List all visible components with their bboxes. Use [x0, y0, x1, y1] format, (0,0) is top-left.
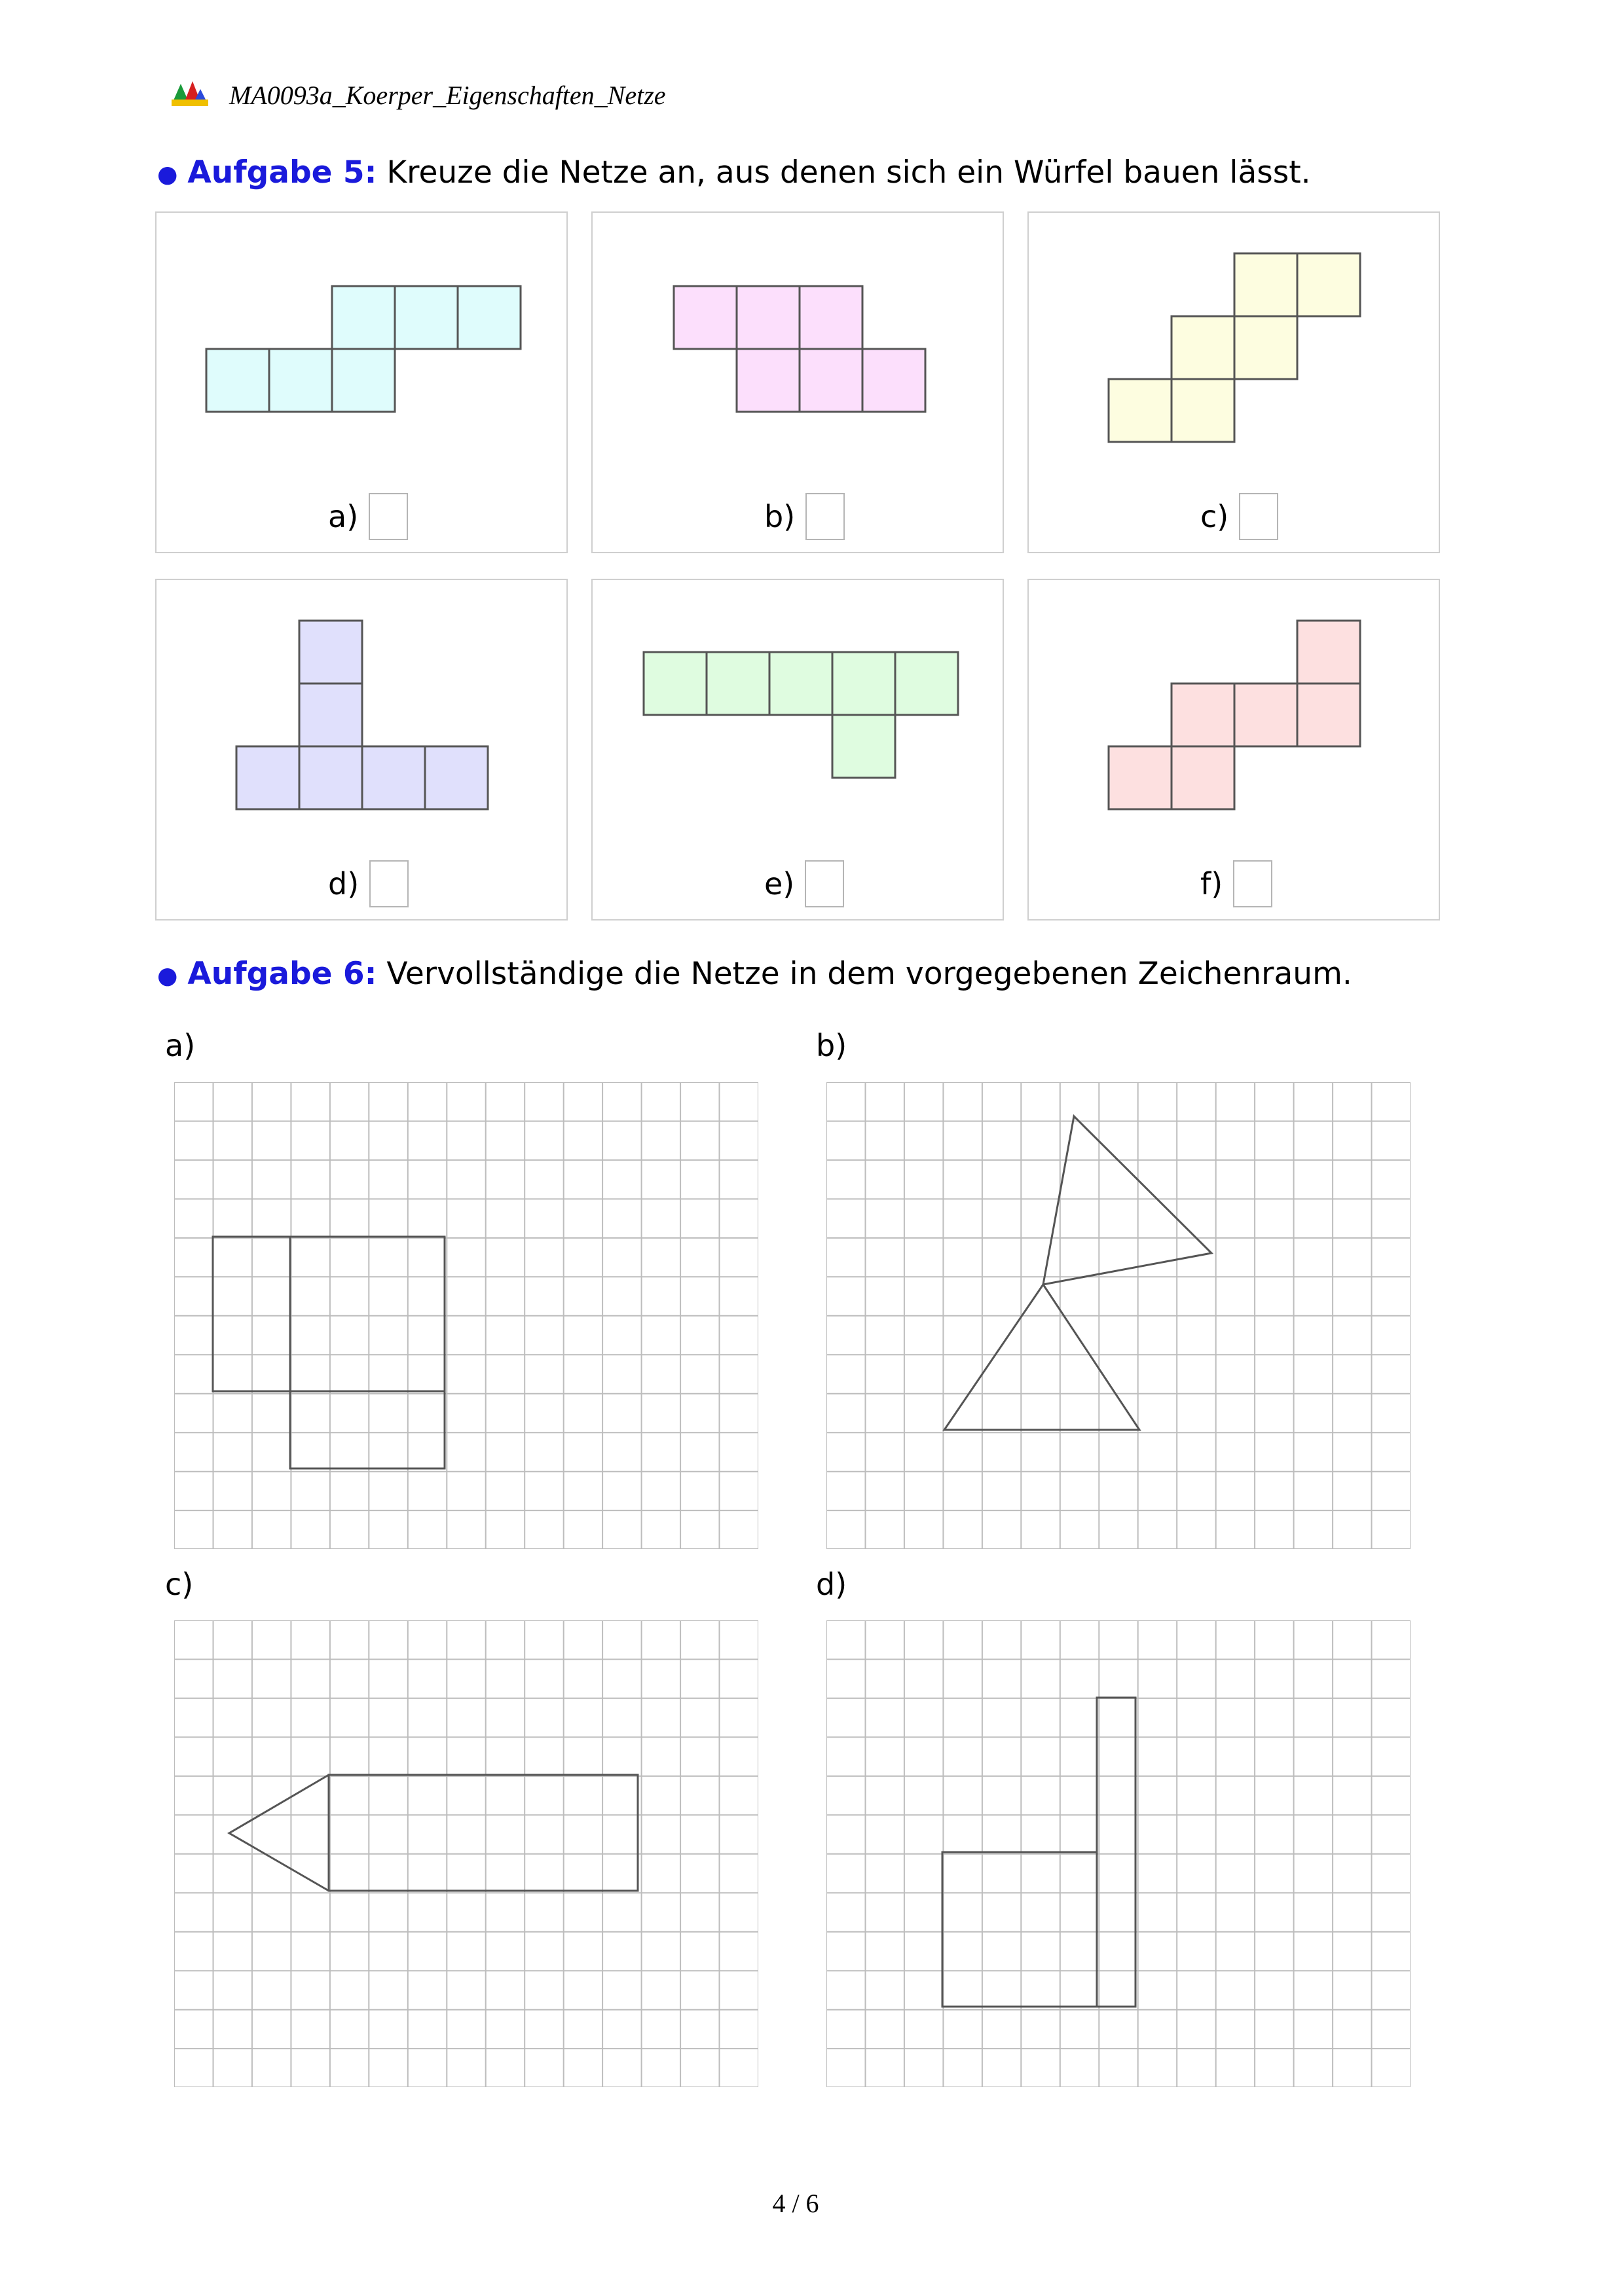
net-panel-e [591, 579, 1004, 920]
grid-lines [174, 1082, 758, 1549]
net-panel-c [1027, 211, 1440, 553]
option-a [328, 492, 408, 541]
option-label: c) [1200, 499, 1229, 534]
option-b [764, 492, 845, 541]
grid-lines [174, 1620, 758, 2087]
grid-d-label: d) [816, 1567, 847, 1602]
task-6-text: Vervollständige die Netze in dem vorgegebenen Zeichenraum. [377, 956, 1352, 992]
option-e [764, 859, 844, 909]
grid-c-label: c) [165, 1567, 194, 1602]
grid-lines [826, 1082, 1411, 1549]
checkbox-f[interactable] [1233, 860, 1272, 907]
page-header [169, 72, 666, 118]
task-5-heading [157, 155, 1311, 191]
bullet-icon: ● [157, 962, 178, 989]
task-6-heading [157, 956, 1352, 992]
document-title: MA0093a_Koerper_Eigenschaften_Netze [229, 80, 666, 110]
task-5-text: Kreuze die Netze an, aus denen sich ein Würfel bauen lässt. [377, 155, 1311, 191]
checkbox-d[interactable] [369, 860, 409, 907]
logo-icon [169, 79, 211, 111]
option-label: e) [764, 866, 795, 902]
checkbox-a[interactable] [369, 493, 408, 540]
grid-lines [826, 1620, 1411, 2087]
option-label: d) [328, 866, 360, 902]
drawing-grid-d[interactable] [826, 1620, 1411, 2087]
grid-b-label: b) [816, 1028, 847, 1063]
option-f [1200, 859, 1272, 909]
net-panel-a [155, 211, 568, 553]
grid-a-label: a) [165, 1028, 196, 1063]
net-panel-d [155, 579, 568, 920]
checkbox-c[interactable] [1239, 493, 1278, 540]
page-number: 4 / 6 [772, 2189, 819, 2218]
drawing-grid-a[interactable] [174, 1082, 758, 1549]
partial-net-d [942, 1698, 1135, 2007]
option-label: f) [1200, 866, 1223, 902]
task-5-label: Aufgabe 5: [187, 155, 377, 191]
net-panel-b [591, 211, 1004, 553]
drawing-grid-b[interactable] [826, 1082, 1411, 1549]
checkbox-e[interactable] [805, 860, 844, 907]
partial-net-a [213, 1237, 445, 1468]
option-d [328, 859, 409, 909]
option-label: b) [764, 499, 796, 534]
task-6-label: Aufgabe 6: [187, 956, 377, 992]
drawing-grid-c[interactable] [174, 1620, 758, 2087]
partial-net-b [944, 1116, 1211, 1430]
option-label: a) [328, 499, 359, 534]
option-c [1200, 492, 1278, 541]
net-panel-f [1027, 579, 1440, 920]
checkbox-b[interactable] [805, 493, 845, 540]
bullet-icon: ● [157, 161, 178, 188]
